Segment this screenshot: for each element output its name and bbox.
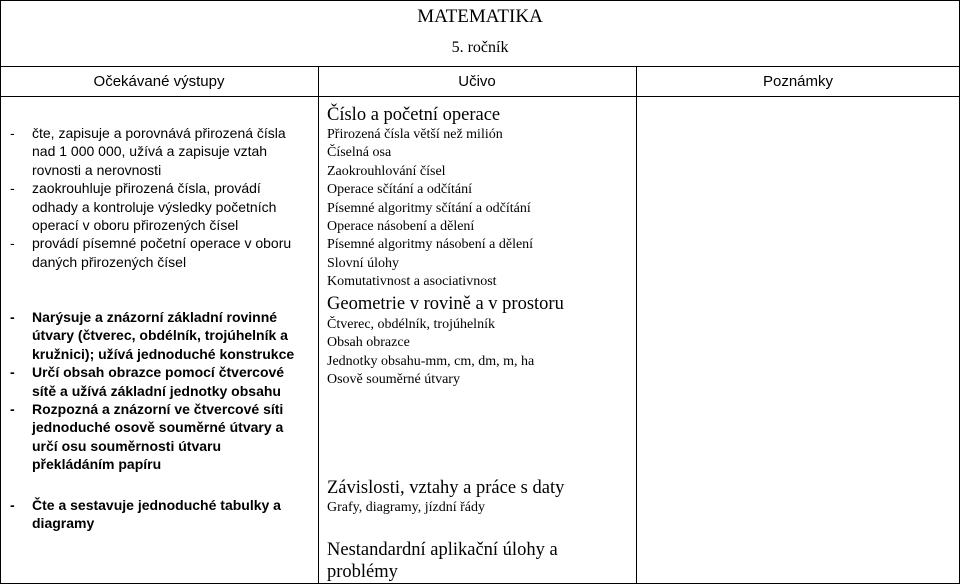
list-dash: -	[10, 309, 15, 325]
topic-list-geometry	[327, 316, 627, 390]
topic-item: Přirozená čísla větší než milión	[327, 127, 503, 142]
col-divider-1	[318, 66, 319, 584]
topic-item: Komutativnost a asociativnost	[327, 274, 497, 290]
outcome-line: čte, zapisuje a porovnává přirozená čísla	[32, 125, 286, 141]
row-divider-colhead	[0, 96, 960, 97]
list-dash: -	[10, 235, 15, 252]
outcome-line: provádí písemné početní operace v oboru	[32, 235, 292, 252]
outcome-line: určí osu souměrnosti útvaru	[32, 437, 222, 454]
outcome-item	[10, 179, 308, 234]
topic-item: Operace násobení a dělení	[327, 219, 475, 235]
section-heading-geometry: Geometrie v rovině a v prostoru	[327, 294, 564, 314]
outcome-line: jednoduché osově souměrné útvary a	[32, 419, 284, 436]
topic-item: Zaokrouhlování čísel	[327, 163, 446, 179]
outcome-item	[10, 400, 308, 474]
section-heading-numbers: Číslo a početní operace	[327, 105, 501, 125]
topic-item: Jednotky obsahu-mm, cm, dm, m, ha	[327, 353, 535, 369]
grade-label: 5. ročník	[451, 39, 509, 56]
outcome-line: překládáním papíru	[32, 456, 162, 473]
outcome-line: kružnici); užívá jednoduché konstrukce	[32, 345, 295, 362]
outcome-item	[10, 308, 308, 363]
topic-item: Operace sčítání a odčítání	[327, 182, 472, 198]
col-divider-2	[636, 66, 637, 584]
column-header-curriculum: Učivo	[458, 73, 496, 90]
outcome-line: útvary (čtverec, obdélník, trojúhelník a	[32, 327, 288, 344]
outcome-item	[10, 124, 308, 179]
row-divider-grade	[0, 66, 960, 67]
topic-item: Písemné algoritmy sčítání a odčítání	[327, 200, 531, 216]
list-dash: -	[10, 364, 15, 381]
outcome-line: odhady a kontroluje výsledky početních	[32, 198, 277, 215]
topic-item: Číselná osa	[327, 145, 392, 161]
outcome-list-geometry	[10, 308, 308, 474]
outcome-line: nad 1 000 000, užívá a zapisuje vztah	[32, 143, 268, 160]
topic-list-numbers	[327, 126, 627, 292]
outcome-line: Čte a sestavuje jednoduché tabulky a	[32, 497, 281, 513]
outcome-list-data	[10, 496, 308, 533]
list-dash: -	[10, 401, 15, 418]
column-header-notes: Poznámky	[762, 73, 834, 90]
outcome-line: diagramy	[32, 515, 95, 532]
outcome-list-arithmetic	[10, 124, 308, 271]
outcome-item	[10, 234, 308, 271]
outcome-line: operací v oboru přirozených čísel	[32, 217, 239, 234]
topic-item: Osově souměrné útvary	[327, 372, 460, 388]
topic-item: Slovní úlohy	[327, 255, 399, 271]
outcome-line: daných přirozených čísel	[32, 253, 187, 270]
topic-item: Písemné algoritmy násobení a dělení	[327, 237, 534, 253]
list-dash: -	[10, 497, 15, 513]
section-heading-problems: Nestandardní aplikační úlohy a problémy	[327, 540, 558, 582]
outcome-line: zaokrouhluje přirozená čísla, provádí	[32, 180, 261, 197]
outcome-line: Určí obsah obrazce pomocí čtvercové	[32, 364, 285, 381]
outcome-line: sítě a užívá základní jednotky obsahu	[32, 382, 281, 399]
table-border-top	[0, 0, 960, 1]
topic-item: Grafy, diagramy, jízdní řády	[327, 500, 485, 515]
topic-list-data	[327, 499, 627, 517]
subject-title: MATEMATIKA	[417, 6, 543, 27]
outcome-item	[10, 363, 308, 400]
section-heading-data: Závislosti, vztahy a práce s daty	[327, 478, 565, 498]
outcome-item	[10, 496, 308, 533]
column-header-outcomes: Očekávané výstupy	[93, 73, 225, 90]
outcome-line: Rozpozná a znázorní ve čtvercové síti	[32, 401, 284, 418]
outcome-line: rovnosti a nerovnosti	[32, 161, 162, 178]
topic-item: Čtverec, obdélník, trojúhelník	[327, 317, 495, 332]
outcome-line: Narýsuje a znázorní základní rovinné	[32, 309, 278, 325]
list-dash: -	[10, 125, 15, 141]
topic-item: Obsah obrazce	[327, 335, 410, 351]
list-dash: -	[10, 180, 15, 197]
